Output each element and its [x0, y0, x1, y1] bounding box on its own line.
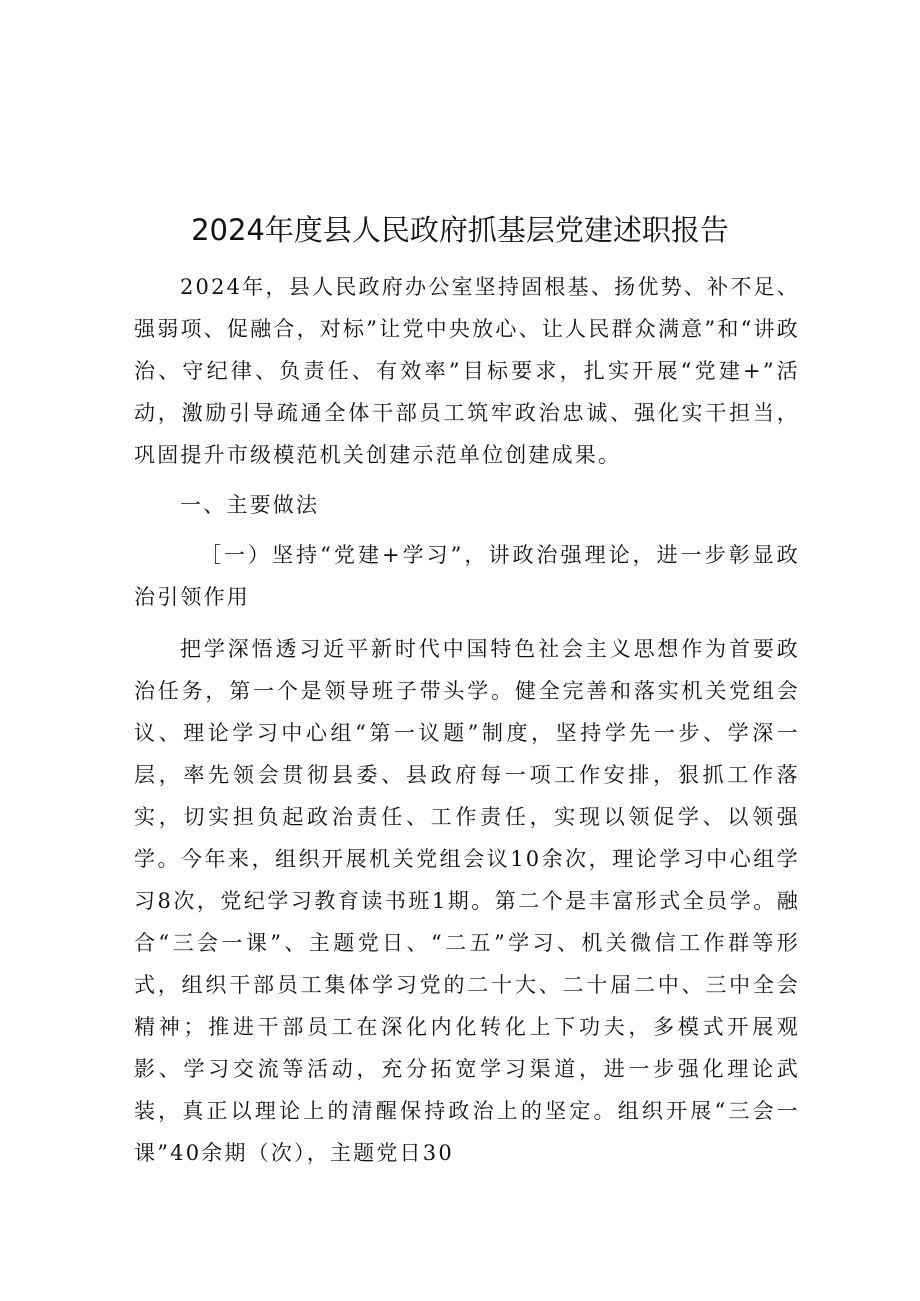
intro-paragraph: 2024年，县人民政府办公室坚持固根基、扬优势、补不足、强弱项、促融合，对标”让党中央放心、让人民群众满意”和“讲政治、守纪律、负责任、有效率”目标要求，扎实开展“党建+”活动，激励引导疏通全体干部员工筑牢政治忠诚、强化实干担当，巩固提升市级模范机关创建示范单位创建成果。 [134, 275, 800, 467]
section-heading: 一、主要做法 [180, 493, 320, 517]
document-title: 2024年度县人民政府抓基层党建述职报告 [191, 213, 729, 247]
main-paragraph: 把学深悟透习近平新时代中国特色社会主义思想作为首要政治任务，第一个是领导班子带头学。健全完善和落实机关党组会议、理论学习中心组“第一议题”制度，坚持学先一步、学深一层，率先领会贯彻县委、县政府每一项工作安排，狠抓工作落实，切实担负起政治责任、工作责任，实现以领促学、以领强学。今年来，组织开展机关党组会议10余次，理论学习中心组学习8次，党纪学习教育读书班1期。第二个是丰富形式全员学。融合“三会一课”、主题党日、“二五”学习、机关微信工作群等形式，组织干部员工集体学习党的二十大、二十届二中、三中全会精神；推进干部员工在深化内化转化上下功夫，多模式开展观影、学习交流等活动，充分拓宽学习渠道，进一步强化理论武装，真正以理论上的清醒保持政治上的坚定。组织开展“三会一课”40余期（次），主题党日30 [134, 637, 800, 1165]
subsection-heading: ［一）坚持“党建+学习”，讲政治强理论，进一步彰显政治引领作用 [134, 543, 800, 609]
